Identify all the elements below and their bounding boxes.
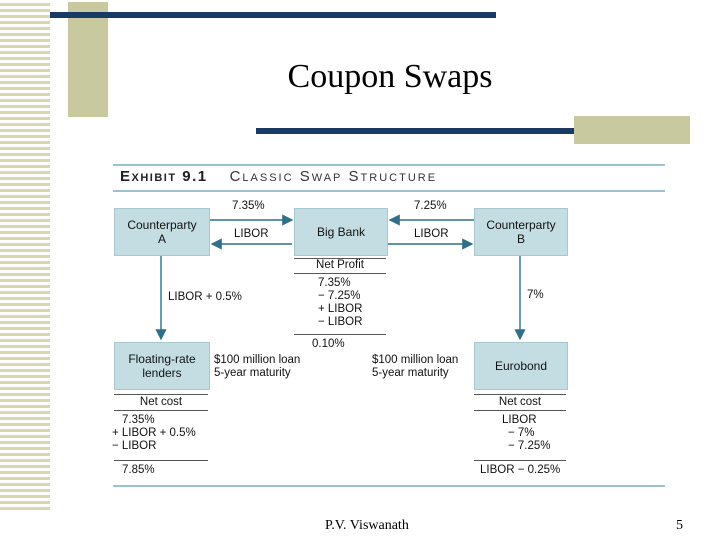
net-cost-a-top-rule xyxy=(114,394,208,395)
net-cost-a-lines xyxy=(112,414,196,453)
net-profit-header-rule xyxy=(294,273,386,274)
net-cost-b-total-wrap xyxy=(480,464,560,477)
net-profit-total-value: 0.10% xyxy=(312,338,345,350)
net-cost-b-header-rule xyxy=(474,410,566,411)
exhibit-number: Exhibit 9.1 xyxy=(120,168,208,185)
net-profit-line: + LIBOR xyxy=(318,303,363,315)
net-profit-total xyxy=(312,338,345,351)
net-cost-b-line: − 7.25% xyxy=(508,440,551,452)
net-cost-b-header-wrap xyxy=(474,396,566,409)
net-profit-total-rule xyxy=(294,334,386,335)
net-cost-b-lines xyxy=(502,414,551,453)
net-cost-a-line: − LIBOR xyxy=(112,440,157,452)
counterparty-b-box: Counterparty B xyxy=(474,208,568,256)
net-profit-header: Net Profit xyxy=(316,259,364,271)
net-cost-b-total-rule xyxy=(474,460,566,461)
net-cost-a-line: 7.35% xyxy=(122,414,155,426)
net-cost-a-total: 7.85% xyxy=(122,464,155,476)
net-cost-a-header-wrap xyxy=(114,396,208,409)
eurobond-box: Eurobond xyxy=(474,342,568,390)
net-profit-line: 7.35% xyxy=(318,277,351,289)
floating-lenders-box: Floating-rate lenders xyxy=(114,342,210,390)
net-cost-b-line: − 7% xyxy=(508,427,535,439)
net-profit-line: − 7.25% xyxy=(318,290,361,302)
net-cost-a-header: Net cost xyxy=(139,396,183,408)
flow-bank-to-b-label: 7.25% xyxy=(414,200,447,212)
slide-title: Coupon Swaps xyxy=(287,58,493,95)
net-profit-lines xyxy=(318,277,362,329)
net-cost-a-header-rule xyxy=(114,410,208,411)
big-bank-box: Big Bank xyxy=(294,208,388,256)
flow-b-to-eurobond-label: 7% xyxy=(527,289,544,301)
page-number: 5 xyxy=(676,518,683,533)
net-cost-b-line: LIBOR xyxy=(502,414,537,426)
net-cost-b-top-rule xyxy=(474,394,566,395)
loan-right-label: $100 million loan 5-year maturity xyxy=(372,354,459,379)
author-footer: P.V. Viswanath xyxy=(325,518,409,533)
net-cost-a-total-rule xyxy=(114,460,208,461)
net-profit-block xyxy=(294,259,386,272)
flow-b-to-bank-label: LIBOR xyxy=(414,228,449,240)
flow-a-to-lenders-label: LIBOR + 0.5% xyxy=(168,291,242,303)
net-cost-b-total: LIBOR − 0.25% xyxy=(480,464,561,476)
flow-a-to-bank-label: 7.35% xyxy=(232,200,265,212)
exhibit-name: Classic Swap Structure xyxy=(229,168,438,185)
net-profit-line: − LIBOR xyxy=(318,316,363,328)
net-cost-a-line: + LIBOR + 0.5% xyxy=(112,427,196,439)
flow-bank-to-a-label: LIBOR xyxy=(234,228,269,240)
net-cost-a-total-wrap xyxy=(122,464,155,477)
counterparty-a-box: Counterparty A xyxy=(114,208,210,256)
loan-left-label: $100 million loan 5-year maturity xyxy=(214,354,301,379)
net-cost-b-header: Net cost xyxy=(498,396,542,408)
